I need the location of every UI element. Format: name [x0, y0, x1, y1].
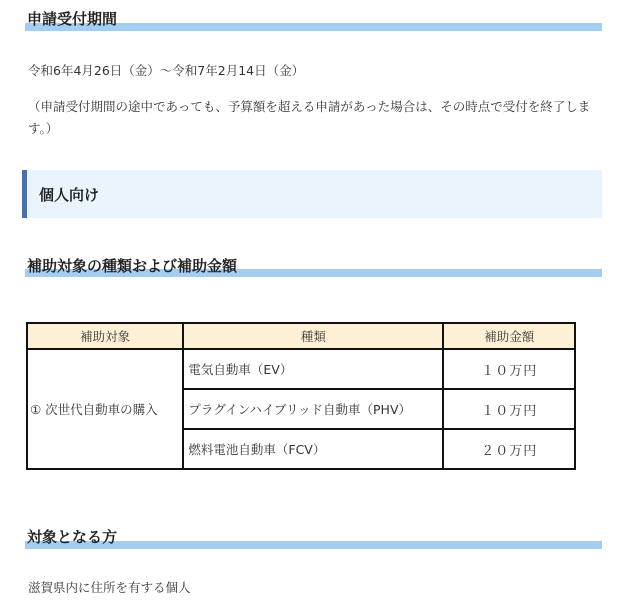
table-header-row [27, 323, 575, 349]
section-heading-subsidy-types [25, 255, 602, 276]
amount-cell: １０万円 [443, 389, 575, 429]
individual-box-heading [22, 170, 602, 218]
type-cell: プラグインハイブリッド自動車（PHV） [183, 389, 443, 429]
box-heading-text: 個人向け [39, 186, 100, 204]
section-heading-eligible [25, 526, 602, 547]
section-heading-text: 補助対象の種類および補助金額 [27, 257, 238, 275]
category-cell: ① 次世代自動車の購入 [27, 349, 183, 469]
section-heading-text: 申請受付期間 [27, 10, 118, 28]
header-type: 種類 [183, 323, 443, 349]
type-cell: 燃料電池自動車（FCV） [183, 429, 443, 469]
application-note-text: （申請受付期間の途中であっても、予算額を超える申請があった場合は、その時点で受付を終了します。） [28, 99, 591, 136]
header-subsidy-amount: 補助金額 [443, 323, 575, 349]
amount-cell: １０万円 [443, 349, 575, 389]
amount-cell: ２０万円 [443, 429, 575, 469]
eligible-text: 滋賀県内に住所を有する個人 [28, 580, 191, 595]
type-cell: 電気自動車（EV） [183, 349, 443, 389]
header-subsidy-target: 補助対象 [27, 323, 183, 349]
subsidy-table [26, 322, 576, 470]
application-period-text: 令和6年4月26日（金）～令和7年2月14日（金） [28, 63, 305, 78]
table-row [27, 349, 575, 389]
section-heading-application-period [25, 8, 602, 29]
section-heading-text: 対象となる方 [27, 528, 118, 546]
